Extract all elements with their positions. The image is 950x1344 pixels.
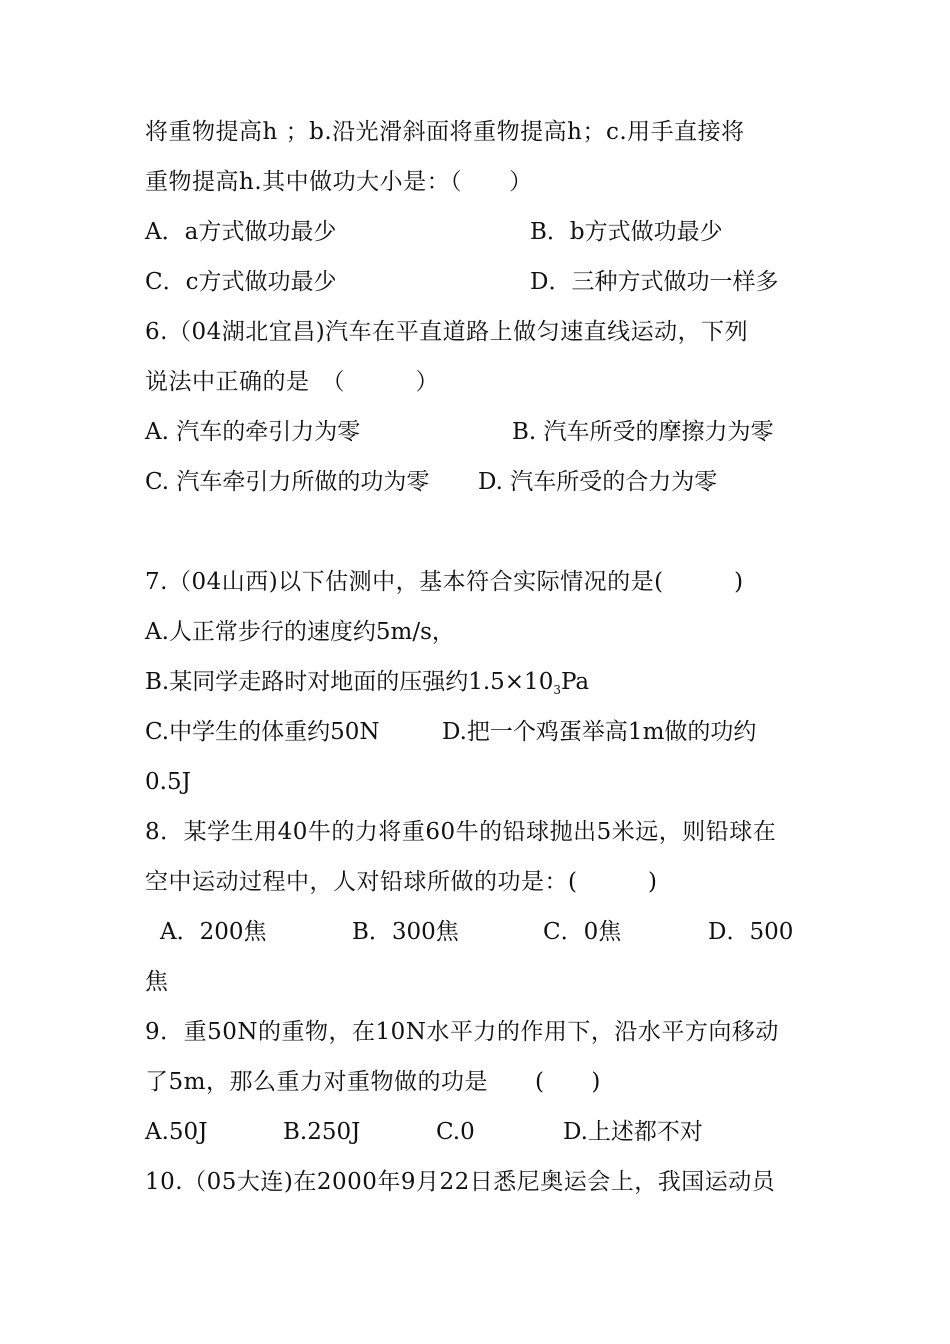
q8-option-c: C．0焦 <box>543 919 622 945</box>
q7-line1: 7.（04山西)以下估测中，基本符合实际情况的是( ) <box>145 569 744 595</box>
q8-option-a: A．200焦 <box>160 919 267 945</box>
q6-option-b: B. 汽车所受的摩擦力为零 <box>512 419 774 445</box>
q8-option-d-continued: 焦 <box>145 969 168 995</box>
q6-line1: 6.（04湖北宜昌)汽车在平直道路上做匀速直线运动，下列 <box>145 319 749 345</box>
q7-option-d: D.把一个鸡蛋举高1m做的功约 <box>442 719 757 745</box>
q5-line1: 将重物提高h ；b.沿光滑斜面将重物提高h；c.用手直接将 <box>145 119 745 145</box>
q5-option-d: D．三种方式做功一样多 <box>530 269 779 295</box>
q7-option-b-exponent: 3 <box>553 683 561 697</box>
q10-line1: 10.（05大连)在2000年9月22日悉尼奥运会上，我国运动员 <box>145 1169 776 1195</box>
q9-line2: 了5m，那么重力对重物做的功是 ( ) <box>145 1069 601 1095</box>
q9-option-d: D.上述都不对 <box>563 1119 703 1145</box>
q5-option-a: A．a方式做功最少 <box>145 219 337 245</box>
q5-line2: 重物提高h.其中做功大小是：（ ） <box>145 169 533 195</box>
q6-option-d: D. 汽车所受的合力为零 <box>478 469 718 495</box>
q7-option-b-text: B.某同学走路时对地面的压强约1.5×10 <box>145 669 554 695</box>
q9-option-b: B.250J <box>283 1119 361 1145</box>
q6-option-a: A. 汽车的牵引力为零 <box>145 419 361 445</box>
q8-line2: 空中运动过程中，人对铅球所做的功是：( ) <box>145 869 658 895</box>
q9-line1: 9．重50N的重物，在10N水平力的作用下，沿水平方向移动 <box>145 1019 779 1045</box>
q9-option-a: A.50J <box>145 1119 208 1145</box>
q5-option-b: B．b方式做功最少 <box>530 219 723 245</box>
q7-option-b-unit: Pa <box>560 669 590 695</box>
q6-line2: 说法中正确的是 （ ） <box>145 369 439 395</box>
q7-option-b <box>145 667 589 697</box>
q8-line1: 8．某学生用40牛的力将重60牛的铅球抛出5米远，则铅球在 <box>145 819 777 845</box>
q6-option-c: C. 汽车牵引力所做的功为零 <box>145 469 430 495</box>
q7-option-c: C.中学生的体重约50N <box>145 719 380 745</box>
q7-option-a: A.人正常步行的速度约5m/s， <box>145 619 455 645</box>
q7-option-d-continued: 0.5J <box>145 769 191 795</box>
q5-option-c: C．c方式做功最少 <box>145 269 337 295</box>
q8-option-b: B．300焦 <box>352 919 459 945</box>
q8-option-d: D．500 <box>708 919 794 945</box>
q9-option-c: C.0 <box>436 1119 475 1145</box>
